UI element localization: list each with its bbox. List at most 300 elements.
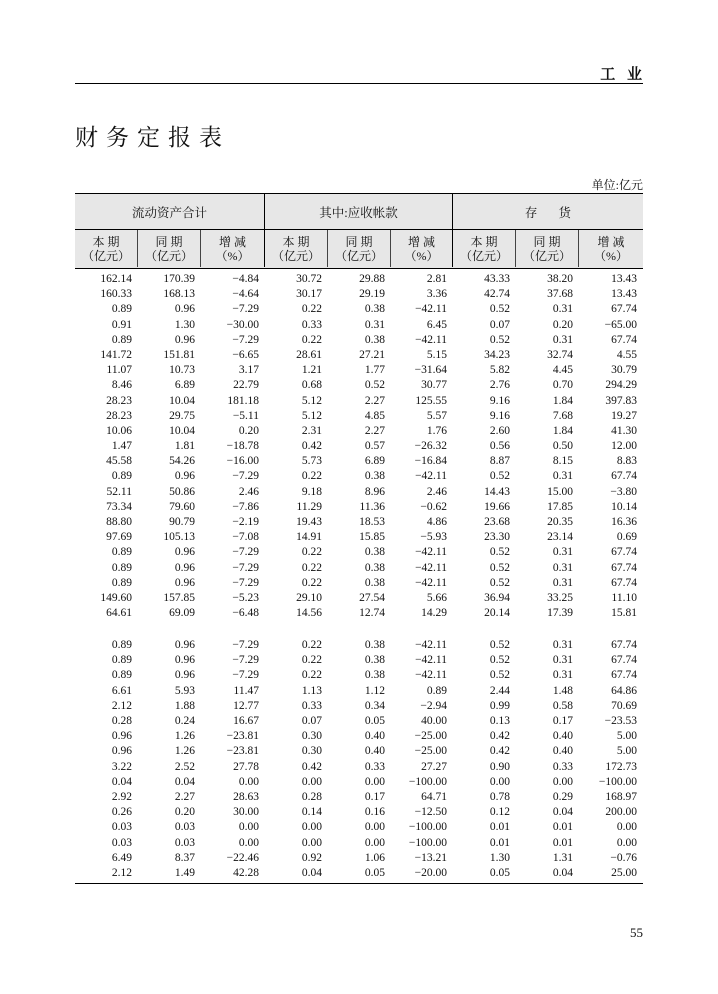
cell-receivables-change: −100.00	[408, 775, 447, 788]
cell-current-assets-change: 0.00	[238, 821, 259, 834]
cell-receivables-this-period: 29.10	[296, 591, 322, 604]
cell-inventory-change: 67.74	[611, 546, 637, 559]
cell-current-assets-same-period: 54.26	[169, 455, 195, 468]
cell-inventory-change: 168.97	[605, 790, 637, 803]
cell-inventory-same-period: 0.20	[552, 318, 573, 331]
cell-receivables-change: −42.11	[415, 561, 447, 574]
cell-receivables-this-period: 28.61	[296, 348, 322, 361]
cell-receivables-change: 3.36	[426, 288, 447, 301]
cell-current-assets-this-period: 52.11	[106, 485, 132, 498]
subheader-receivables-this-period	[265, 230, 328, 267]
cell-inventory-same-period: 0.04	[552, 806, 573, 819]
cell-current-assets-same-period: 1.49	[174, 866, 195, 879]
cell-receivables-same-period: 0.05	[364, 715, 385, 728]
cell-current-assets-same-period: 2.27	[174, 790, 195, 803]
table-row	[75, 576, 643, 591]
cell-inventory-change: 67.74	[611, 654, 637, 667]
cell-inventory-same-period: 37.68	[547, 288, 573, 301]
group-header-current-assets: 流动资产合计	[75, 194, 265, 229]
cell-inventory-change: 67.74	[611, 303, 637, 316]
cell-receivables-change: −25.00	[414, 745, 447, 758]
cell-inventory-this-period: 0.52	[489, 561, 510, 574]
cell-current-assets-change: 3.17	[238, 364, 259, 377]
cell-inventory-change: 25.00	[611, 866, 637, 879]
cell-receivables-this-period: 0.22	[301, 303, 322, 316]
cell-current-assets-change: −6.65	[232, 348, 259, 361]
cell-inventory-change: −23.53	[604, 715, 637, 728]
cell-inventory-this-period: 0.52	[489, 639, 510, 652]
cell-current-assets-change: 11.47	[233, 684, 259, 697]
cell-receivables-this-period: 0.07	[301, 715, 322, 728]
cell-current-assets-change: −23.81	[226, 730, 259, 743]
cell-inventory-this-period: 0.07	[489, 318, 510, 331]
cell-inventory-change: 30.79	[611, 364, 637, 377]
cell-inventory-this-period: 0.52	[489, 303, 510, 316]
table-row	[75, 684, 643, 699]
cell-receivables-same-period: 1.12	[364, 684, 385, 697]
table-row	[75, 500, 643, 515]
cell-receivables-this-period: 14.91	[296, 531, 322, 544]
page-number: 55	[630, 925, 643, 940]
cell-current-assets-same-period: 170.39	[163, 273, 195, 285]
table-row	[75, 790, 643, 805]
cell-receivables-change: 0.89	[426, 684, 447, 697]
cell-inventory-change: 0.69	[616, 531, 637, 544]
table-row	[75, 485, 643, 500]
subheader-unit: （亿元）	[522, 248, 571, 263]
cell-current-assets-this-period: 0.03	[111, 836, 132, 849]
cell-receivables-this-period: 2.31	[301, 424, 322, 437]
cell-receivables-this-period: 0.30	[301, 745, 322, 758]
cell-inventory-change: −3.80	[610, 485, 637, 498]
cell-current-assets-this-period: 88.80	[106, 516, 132, 528]
table-row	[75, 318, 643, 333]
cell-receivables-this-period: 14.56	[296, 607, 322, 620]
cell-receivables-same-period: 0.38	[364, 561, 385, 574]
cell-current-assets-this-period: 0.89	[111, 654, 132, 667]
cell-receivables-this-period: 0.00	[301, 836, 322, 849]
cell-current-assets-change: −18.78	[226, 440, 259, 453]
cell-receivables-change: −42.11	[415, 303, 447, 316]
cell-receivables-same-period: 0.52	[364, 379, 385, 392]
cell-receivables-this-period: 0.28	[301, 790, 322, 803]
cell-receivables-this-period: 0.22	[301, 639, 322, 652]
cell-inventory-change: 16.36	[611, 516, 637, 528]
cell-inventory-this-period: 0.42	[489, 730, 510, 743]
cell-inventory-this-period: 0.12	[489, 806, 510, 819]
cell-inventory-change: 19.27	[611, 409, 637, 422]
cell-current-assets-this-period: 6.49	[111, 851, 132, 864]
cell-receivables-change: −42.11	[415, 654, 447, 667]
cell-receivables-same-period: 1.77	[364, 364, 385, 377]
cell-inventory-change: 67.74	[611, 561, 637, 574]
cell-inventory-change: 13.43	[611, 288, 637, 301]
table-row	[75, 561, 643, 576]
cell-receivables-this-period: 11.29	[296, 500, 322, 513]
cell-receivables-this-period: 0.22	[301, 546, 322, 559]
cell-receivables-change: −25.00	[414, 730, 447, 743]
table-body	[75, 272, 643, 881]
cell-current-assets-same-period: 0.20	[174, 806, 195, 819]
cell-current-assets-same-period: 29.75	[169, 409, 195, 422]
cell-receivables-same-period: 15.85	[359, 531, 385, 544]
cell-current-assets-this-period: 0.89	[111, 303, 132, 316]
cell-inventory-this-period: 2.60	[489, 424, 510, 437]
cell-inventory-change: 15.81	[611, 607, 637, 620]
cell-receivables-this-period: 0.22	[301, 561, 322, 574]
table-row	[75, 714, 643, 729]
cell-inventory-this-period: 0.52	[489, 654, 510, 667]
cell-receivables-same-period: 0.00	[364, 775, 385, 788]
cell-inventory-change: 8.83	[616, 455, 637, 468]
group-header-inventory: 存 货	[524, 205, 572, 220]
cell-receivables-change: 2.46	[426, 485, 447, 498]
cell-inventory-this-period: 2.44	[489, 684, 510, 697]
cell-receivables-change: 2.81	[426, 273, 447, 285]
cell-inventory-this-period: 43.33	[484, 273, 510, 285]
cell-inventory-this-period: 9.16	[489, 394, 510, 407]
subheader-unit: （亿元）	[81, 248, 130, 263]
cell-inventory-this-period: 23.68	[484, 516, 510, 528]
cell-receivables-this-period: 0.14	[301, 806, 322, 819]
cell-inventory-same-period: 38.20	[547, 273, 573, 285]
cell-receivables-change: −42.11	[415, 333, 447, 346]
cell-receivables-change: 30.77	[421, 379, 447, 392]
cell-inventory-change: 5.00	[616, 745, 637, 758]
cell-current-assets-change: 0.00	[238, 836, 259, 849]
cell-receivables-this-period: 0.42	[301, 760, 322, 773]
cell-current-assets-change: −6.48	[232, 607, 259, 620]
table-row	[75, 851, 643, 866]
cell-receivables-same-period: 0.00	[364, 821, 385, 834]
cell-current-assets-this-period: 8.46	[111, 379, 132, 392]
running-header: 工 业	[600, 67, 642, 83]
table-row	[75, 760, 643, 775]
cell-current-assets-change: 28.63	[233, 790, 259, 803]
cell-inventory-same-period: 0.33	[552, 760, 573, 773]
cell-receivables-same-period: 0.40	[364, 730, 385, 743]
cell-receivables-change: 64.71	[421, 790, 447, 803]
cell-current-assets-change: −30.00	[226, 318, 259, 331]
cell-receivables-change: −42.11	[415, 639, 447, 652]
cell-inventory-same-period: 0.40	[552, 730, 573, 743]
cell-receivables-same-period: 0.31	[364, 318, 385, 331]
cell-receivables-same-period: 11.36	[359, 500, 385, 513]
cell-receivables-change: 125.55	[415, 394, 447, 407]
subheader-label: 本 期	[470, 234, 498, 249]
cell-receivables-same-period: 18.53	[359, 516, 385, 528]
cell-receivables-same-period: 0.38	[364, 654, 385, 667]
cell-receivables-same-period: 0.38	[364, 303, 385, 316]
sub-header-row	[75, 230, 643, 267]
table-section	[75, 272, 643, 621]
group-header-receivables: 其中:应收帐款	[265, 194, 453, 229]
cell-current-assets-same-period: 0.96	[174, 654, 195, 667]
cell-inventory-same-period: 0.01	[552, 836, 573, 849]
table-row	[75, 866, 643, 881]
cell-current-assets-change: −7.29	[232, 470, 259, 483]
cell-current-assets-same-period: 10.04	[169, 394, 195, 407]
cell-inventory-this-period: 0.00	[489, 775, 510, 788]
cell-inventory-same-period: 0.31	[552, 561, 573, 574]
cell-inventory-same-period: 1.31	[552, 851, 573, 864]
subheader-label: 同 期	[533, 234, 561, 249]
cell-inventory-change: 0.00	[616, 836, 637, 849]
cell-current-assets-this-period: 64.61	[106, 607, 132, 620]
table-row	[75, 469, 643, 484]
cell-inventory-change: 67.74	[611, 333, 637, 346]
cell-receivables-change: −31.64	[414, 364, 447, 377]
cell-receivables-same-period: 0.38	[364, 669, 385, 682]
subheader-label: 本 期	[282, 234, 310, 249]
cell-inventory-change: 4.55	[616, 348, 637, 361]
cell-current-assets-this-period: 3.22	[111, 760, 132, 773]
cell-current-assets-this-period: 45.58	[106, 455, 132, 468]
subheader-unit: （%）	[215, 248, 250, 263]
cell-inventory-this-period: 20.14	[484, 607, 510, 620]
cell-inventory-this-period: 0.01	[489, 836, 510, 849]
group-header-row	[75, 194, 643, 230]
cell-current-assets-change: −5.23	[232, 591, 259, 604]
cell-current-assets-change: 181.18	[227, 394, 259, 407]
cell-receivables-this-period: 30.17	[296, 288, 322, 301]
table-row	[75, 272, 643, 287]
cell-inventory-change: 64.86	[611, 684, 637, 697]
table-row	[75, 775, 643, 790]
cell-receivables-change: −5.93	[420, 531, 447, 544]
cell-inventory-same-period: 0.50	[552, 440, 573, 453]
subheader-current-assets-this-period	[75, 230, 138, 267]
cell-current-assets-change: −23.81	[226, 745, 259, 758]
cell-inventory-same-period: 1.84	[552, 394, 573, 407]
table-row	[75, 409, 643, 424]
cell-inventory-this-period: 19.66	[484, 500, 510, 513]
cell-receivables-change: −2.94	[420, 699, 447, 712]
cell-receivables-change: 6.45	[426, 318, 447, 331]
cell-current-assets-change: 30.00	[233, 806, 259, 819]
cell-current-assets-change: 42.28	[233, 866, 259, 879]
cell-current-assets-same-period: 50.86	[169, 485, 195, 498]
cell-receivables-this-period: 30.72	[296, 273, 322, 285]
cell-current-assets-this-period: 149.60	[100, 591, 132, 604]
cell-receivables-same-period: 0.17	[364, 790, 385, 803]
subheader-receivables-change	[391, 230, 453, 267]
table-row	[75, 424, 643, 439]
cell-current-assets-same-period: 90.79	[169, 516, 195, 528]
cell-current-assets-same-period: 0.96	[174, 576, 195, 589]
cell-inventory-same-period: 0.04	[552, 866, 573, 879]
cell-current-assets-this-period: 160.33	[100, 288, 132, 301]
cell-inventory-change: 294.29	[605, 379, 637, 392]
cell-inventory-same-period: 0.29	[552, 790, 573, 803]
subheader-unit: （亿元）	[144, 248, 193, 263]
cell-current-assets-this-period: 0.96	[111, 730, 132, 743]
cell-inventory-this-period: 0.90	[489, 760, 510, 773]
cell-current-assets-this-period: 0.04	[111, 775, 132, 788]
cell-current-assets-this-period: 141.72	[100, 348, 132, 361]
cell-inventory-same-period: 0.31	[552, 546, 573, 559]
cell-receivables-same-period: 6.89	[364, 455, 385, 468]
cell-receivables-same-period: 0.38	[364, 639, 385, 652]
cell-current-assets-this-period: 10.06	[106, 424, 132, 437]
cell-receivables-same-period: 0.38	[364, 333, 385, 346]
subheader-label: 同 期	[345, 234, 373, 249]
cell-current-assets-this-period: 2.12	[111, 699, 132, 712]
page-title: 财务定报表	[75, 125, 230, 150]
cell-inventory-this-period: 0.78	[489, 790, 510, 803]
cell-current-assets-same-period: 10.04	[169, 424, 195, 437]
cell-current-assets-change: −5.11	[232, 409, 259, 422]
cell-current-assets-this-period: 0.89	[111, 576, 132, 589]
cell-inventory-change: 172.73	[605, 760, 637, 773]
table-header	[75, 193, 643, 269]
table-row	[75, 333, 643, 348]
cell-current-assets-same-period: 0.96	[174, 333, 195, 346]
table-row	[75, 744, 643, 759]
cell-current-assets-same-period: 1.30	[174, 318, 195, 331]
cell-inventory-this-period: 42.74	[484, 288, 510, 301]
subheader-unit: （亿元）	[271, 248, 320, 263]
cell-receivables-change: 1.76	[426, 424, 447, 437]
cell-inventory-same-period: 0.70	[552, 379, 573, 392]
cell-current-assets-change: −16.00	[226, 455, 259, 468]
table-row	[75, 699, 643, 714]
cell-current-assets-this-period: 1.47	[111, 440, 132, 453]
cell-receivables-same-period: 12.74	[359, 607, 385, 620]
table-row	[75, 394, 643, 409]
cell-current-assets-same-period: 10.73	[169, 364, 195, 377]
cell-receivables-this-period: 0.04	[301, 866, 322, 879]
cell-receivables-this-period: 0.00	[301, 775, 322, 788]
subheader-label: 增 减	[597, 234, 625, 249]
table-row	[75, 530, 643, 545]
cell-current-assets-this-period: 0.89	[111, 561, 132, 574]
cell-inventory-same-period: 15.00	[547, 485, 573, 498]
cell-receivables-change: −12.50	[414, 806, 447, 819]
cell-inventory-this-period: 34.23	[484, 348, 510, 361]
cell-inventory-change: −100.00	[598, 775, 637, 788]
cell-inventory-this-period: 23.30	[484, 531, 510, 544]
cell-inventory-this-period: 0.05	[489, 866, 510, 879]
cell-current-assets-this-period: 0.89	[111, 333, 132, 346]
table-row	[75, 515, 643, 530]
cell-receivables-change: −42.11	[415, 576, 447, 589]
table-row	[75, 348, 643, 363]
cell-current-assets-same-period: 0.04	[174, 775, 195, 788]
cell-current-assets-change: −7.29	[232, 333, 259, 346]
cell-receivables-this-period: 0.22	[301, 654, 322, 667]
table-row	[75, 302, 643, 317]
cell-inventory-same-period: 17.85	[547, 500, 573, 513]
cell-inventory-same-period: 0.40	[552, 745, 573, 758]
cell-receivables-change: −16.84	[414, 455, 447, 468]
cell-receivables-this-period: 5.12	[301, 394, 322, 407]
table-row	[75, 653, 643, 668]
table-row	[75, 638, 643, 653]
cell-current-assets-change: −7.29	[232, 303, 259, 316]
cell-current-assets-change: 2.46	[238, 485, 259, 498]
cell-receivables-change: 5.15	[426, 348, 447, 361]
subheader-unit: （%）	[404, 248, 439, 263]
cell-current-assets-same-period: 69.09	[169, 607, 195, 620]
cell-receivables-same-period: 29.19	[359, 288, 385, 301]
cell-inventory-same-period: 8.15	[552, 455, 573, 468]
subheader-label: 增 减	[407, 234, 435, 249]
cell-receivables-change: −13.21	[414, 851, 447, 864]
cell-receivables-this-period: 19.43	[296, 516, 322, 528]
cell-inventory-change: 67.74	[611, 576, 637, 589]
cell-inventory-same-period: 0.31	[552, 470, 573, 483]
cell-current-assets-change: 16.67	[233, 715, 259, 728]
table-row	[75, 606, 643, 621]
cell-current-assets-same-period: 151.81	[163, 348, 195, 361]
cell-receivables-same-period: 0.40	[364, 745, 385, 758]
cell-receivables-same-period: 8.96	[364, 485, 385, 498]
cell-current-assets-this-period: 11.07	[106, 364, 132, 377]
cell-current-assets-same-period: 5.93	[174, 684, 195, 697]
cell-current-assets-same-period: 8.37	[174, 851, 195, 864]
cell-inventory-same-period: 0.31	[552, 576, 573, 589]
cell-current-assets-this-period: 2.12	[111, 866, 132, 879]
cell-receivables-same-period: 0.34	[364, 699, 385, 712]
cell-receivables-change: −26.32	[414, 440, 447, 453]
cell-current-assets-this-period: 6.61	[111, 684, 132, 697]
cell-current-assets-this-period: 0.89	[111, 546, 132, 559]
cell-receivables-same-period: 29.88	[359, 273, 385, 285]
cell-current-assets-same-period: 79.60	[169, 500, 195, 513]
cell-current-assets-change: 27.78	[233, 760, 259, 773]
cell-current-assets-same-period: 0.96	[174, 561, 195, 574]
cell-current-assets-this-period: 0.89	[111, 639, 132, 652]
cell-inventory-this-period: 0.52	[489, 333, 510, 346]
cell-current-assets-change: −7.29	[232, 576, 259, 589]
subheader-unit: （亿元）	[334, 248, 383, 263]
cell-receivables-same-period: 2.27	[364, 424, 385, 437]
cell-inventory-this-period: 0.52	[489, 546, 510, 559]
cell-inventory-same-period: 0.58	[552, 699, 573, 712]
cell-receivables-same-period: 0.38	[364, 470, 385, 483]
subheader-current-assets-change	[201, 230, 265, 267]
cell-inventory-this-period: 0.56	[489, 440, 510, 453]
cell-inventory-same-period: 33.25	[547, 591, 573, 604]
cell-current-assets-change: −7.29	[232, 669, 259, 682]
cell-receivables-change: −100.00	[408, 821, 447, 834]
cell-inventory-this-period: 0.52	[489, 470, 510, 483]
cell-current-assets-this-period: 73.34	[106, 500, 132, 513]
cell-receivables-this-period: 0.33	[301, 699, 322, 712]
cell-current-assets-same-period: 0.96	[174, 546, 195, 559]
table-row	[75, 729, 643, 744]
table-row	[75, 591, 643, 606]
cell-current-assets-same-period: 0.24	[174, 715, 195, 728]
cell-current-assets-change: 0.00	[238, 775, 259, 788]
cell-current-assets-change: 0.20	[238, 424, 259, 437]
cell-current-assets-change: −7.08	[232, 531, 259, 544]
cell-receivables-change: 27.27	[421, 760, 447, 773]
cell-receivables-change: −42.11	[415, 546, 447, 559]
cell-inventory-this-period: 2.76	[489, 379, 510, 392]
cell-receivables-same-period: 0.00	[364, 836, 385, 849]
subheader-label: 增 减	[218, 234, 246, 249]
cell-receivables-this-period: 5.12	[301, 409, 322, 422]
cell-receivables-same-period: 0.16	[364, 806, 385, 819]
header-rule	[75, 83, 643, 84]
cell-receivables-change: −20.00	[414, 866, 447, 879]
cell-current-assets-change: −7.29	[232, 639, 259, 652]
table-row	[75, 836, 643, 851]
cell-current-assets-same-period: 0.96	[174, 639, 195, 652]
cell-receivables-this-period: 1.21	[301, 364, 322, 377]
